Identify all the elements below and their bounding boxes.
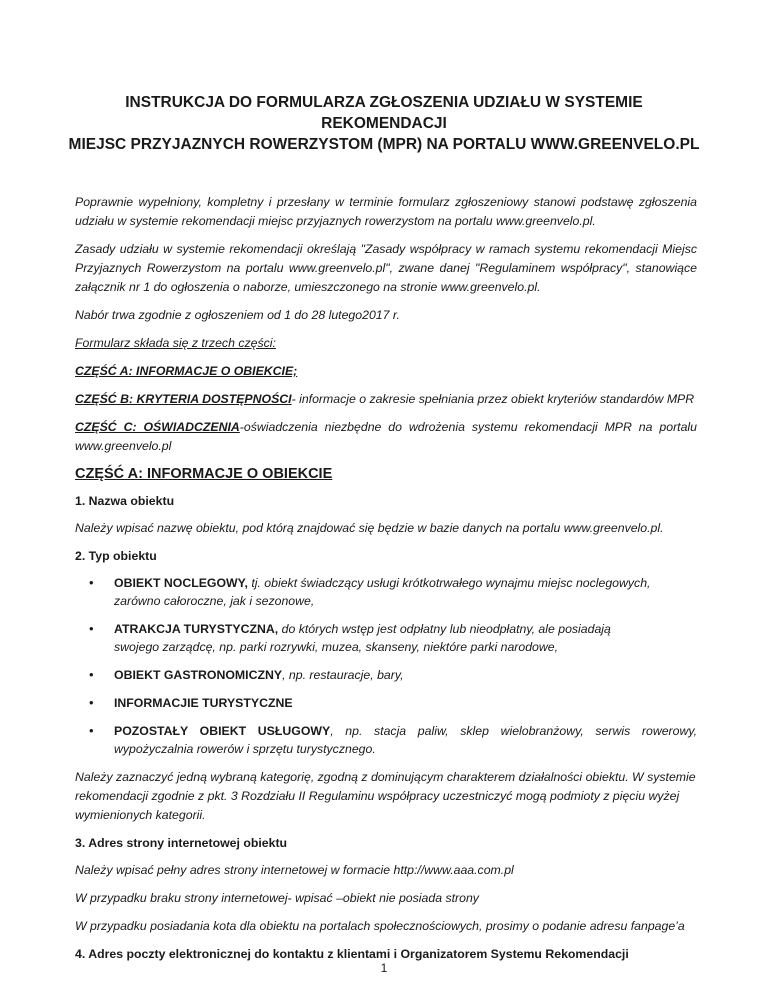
bullet-icon: • (89, 621, 94, 636)
bullet-icon: • (89, 695, 94, 710)
field-1-text: Należy wpisać nazwę obiektu, pod którą znajdować się będzie w bazie danych na portalu www.greenvelo.pl. (75, 521, 664, 535)
document-body (75, 193, 697, 972)
intro-paragraph-1: Poprawnie wypełniony, kompletny i przesłany w terminie formularz zgłoszeniowy stanowi podstawę zgłoszenia udziału w systemie rekomendacji miejsc przyjaznych rowerzystom na portalu www.greenvelo.pl. (75, 195, 697, 228)
field-3-text-2: W przypadku braku strony internetowej- wpisać –obiekt nie posiada strony (75, 891, 479, 905)
bullet-icon: • (89, 667, 94, 682)
field-3-text-1: Należy wpisać pełny adres strony internetowej w formacie http://www.aaa.com.pl (75, 863, 514, 877)
field-4-heading: 4. Adres poczty elektronicznej do kontaktu z klientami i Organizatorem Systemu Rekomendacji (75, 947, 629, 961)
title-line-1: INSTRUKCJA DO FORMULARZA ZGŁOSZENIA UDZIAŁU W SYSTEMIE (125, 94, 643, 111)
intro-paragraph-2: Zasady udziału w systemie rekomendacji określają "Zasady współpracy w ramach systemu rekomendacji Miejsc Przyjaznych Rowerzystom na portalu www.greenvelo.pl", zwane danej "Regulaminem współpracy", stanowiące załącznik nr 1 do ogłoszenia o naborze, umieszczonego na stronie www.greenvelo.pl. (75, 242, 697, 294)
part-a-line: CZĘŚĆ A: INFORMACJE O OBIEKCIE; (75, 364, 298, 378)
list-item-other-service: • POZOSTAŁY OBIEKT USŁUGOWY, np. stacja paliw, sklep wielobranżowy, serwis rowerowy, wypożyczalnia rowerów i sprzętu turystycznego. (89, 723, 698, 756)
part-c-label: CZĘŚĆ C: OŚWIADCZENIA (75, 420, 240, 434)
title-line-2: REKOMENDACJI (321, 115, 447, 132)
intro-paragraph-3: Nabór trwa zgodnie z ogłoszeniem od 1 do 28 lutego2017 r. (75, 308, 400, 322)
part-c-line (75, 418, 697, 456)
object-type-list (75, 574, 697, 758)
bullet-icon: • (89, 723, 94, 738)
field-3-heading: 3. Adres strony internetowej obiektu (75, 836, 288, 850)
field-1-heading: 1. Nazwa obiektu (75, 494, 175, 508)
part-c-text: -oświadczenia niezbędne do wdrożenia systemu rekomendacji MPR na portalu www.greenvelo.pl (75, 420, 697, 453)
part-b-text: - informacje o zakresie spełniania przez obiekt kryteriów standardów MPR (291, 392, 695, 406)
parts-heading: Formularz składa się z trzech części: (75, 336, 276, 350)
part-b-line (75, 390, 697, 409)
part-b-label: CZĘŚĆ B: KRYTERIA DOSTĘPNOŚCI (75, 392, 292, 406)
document-title (60, 92, 708, 155)
list-item-attraction: • ATRAKCJA TURYSTYCZNA, do których wstęp jest odpłatny lub nieodpłatny, ale posiadają swojego zarządcę, np. parki rozrywki, muzea, skanseny, niektóre parki narodowe, (89, 621, 611, 654)
field-2-heading: 2. Typ obiektu (75, 549, 157, 563)
list-item-tourist-info: • INFORMACJIE TURYSTYCZNE (89, 695, 293, 710)
field-3-text-3: W przypadku posiadania kota dla obiektu na portalach społecznościowych, prosimy o podanie adresu fanpage’a (75, 919, 685, 933)
page-number: 1 (380, 961, 388, 975)
title-line-3: MIEJSC PRZYJAZNYCH ROWERZYSTOM (MPR) NA PORTALU WWW.GREENVELO.PL (68, 136, 700, 153)
list-item-gastronomy: • OBIEKT GASTRONOMICZNY, np. restauracje, bary, (89, 667, 404, 682)
field-2-note: Należy zaznaczyć jedną wybraną kategorię, zgodną z dominującym charakterem działalności obiektu. W systemie rekomendacji zgodnie z pkt. 3 Rozdziału II Regulaminu współpracy uczestniczyć mogą podmioty z pięciu wyżej wymienionych kategorii. (75, 770, 696, 822)
section-a-heading: CZĘŚĆ A: INFORMACJE O OBIEKCIE (75, 466, 333, 482)
list-item-accommodation: • OBIEKT NOCLEGOWY, tj. obiekt świadczący usługi krótkotrwałego wynajmu miejsc noclegowych, zarówno całoroczne, jak i sezonowe, (89, 575, 651, 608)
bullet-icon: • (89, 575, 94, 590)
